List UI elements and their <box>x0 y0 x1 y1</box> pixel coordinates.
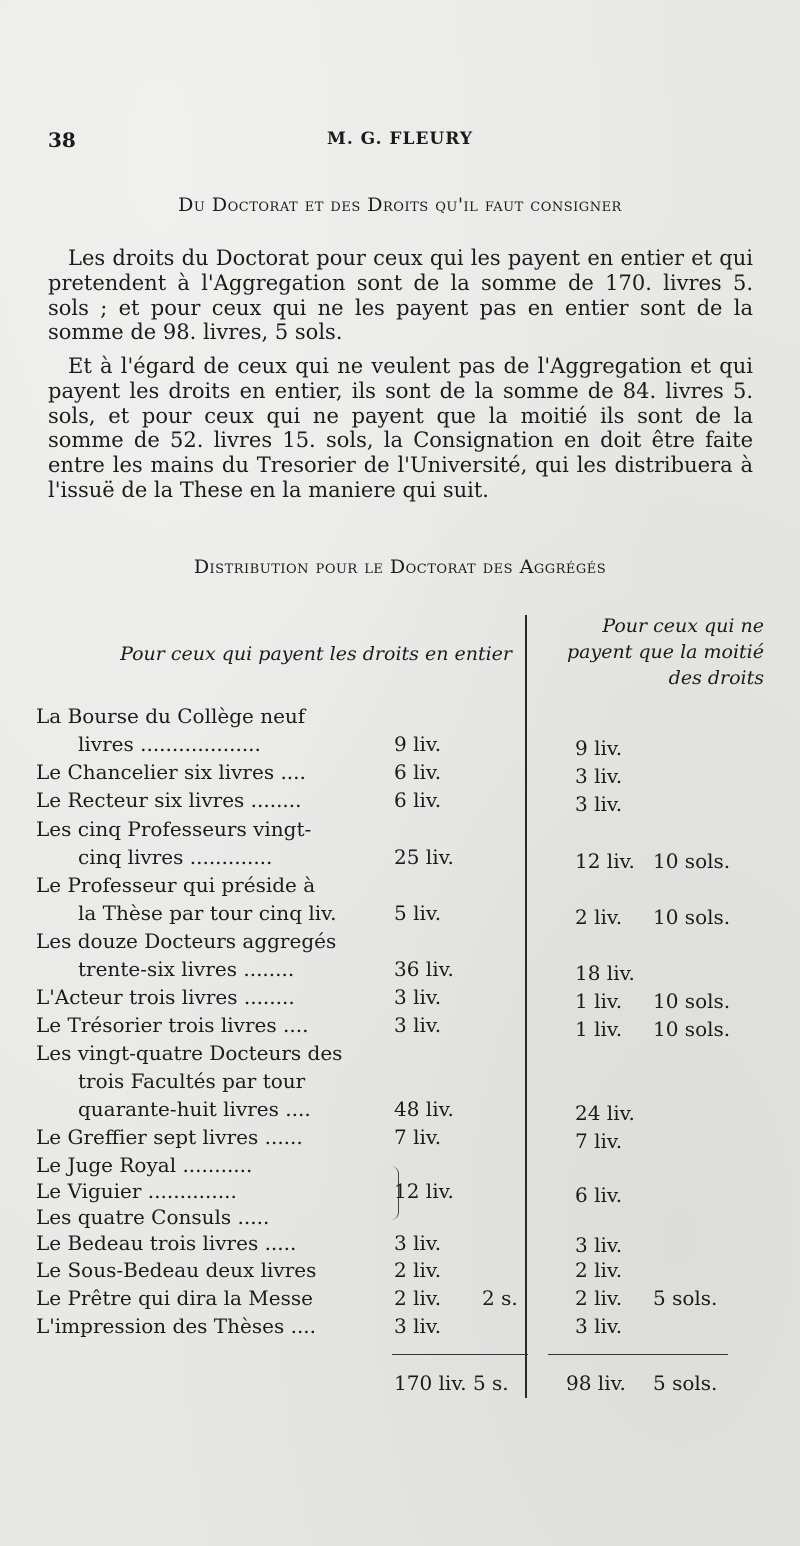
row-label: trois Facultés par tour <box>78 1069 306 1093</box>
total-rule-half <box>548 1354 728 1355</box>
running-header: M. G. FLEURY <box>327 129 473 149</box>
total-half-sols: 5 sols. <box>653 1371 718 1395</box>
column-header-half-line: Pour ceux qui ne <box>602 615 764 637</box>
column-header-half-line: payent que la moitié <box>567 641 764 663</box>
amount-half: 6 liv. <box>575 1183 623 1207</box>
column-header-half-line: des droits <box>668 667 764 689</box>
amount-half: 2 liv. <box>575 1286 623 1310</box>
row-label: L'Acteur trois livres ........ <box>36 985 295 1009</box>
amount-half: 2 liv. <box>575 1258 623 1282</box>
page-number: 38 <box>48 128 76 152</box>
row-label: Le Recteur six livres ........ <box>36 788 302 812</box>
amount-full-sols: 2 s. <box>482 1286 518 1310</box>
amount-half: 1 liv. <box>575 1017 623 1041</box>
amount-half: 24 liv. <box>575 1101 635 1125</box>
amount-full: 3 liv. <box>394 1013 442 1037</box>
amount-half: 9 liv. <box>575 736 623 760</box>
row-label: Les vingt-quatre Docteurs des <box>36 1041 343 1065</box>
amount-full: 25 liv. <box>394 845 454 869</box>
row-label: livres ................... <box>78 732 261 756</box>
row-label: Le Chancelier six livres .... <box>36 760 306 784</box>
row-label: Les cinq Professeurs vingt- <box>36 817 312 841</box>
amount-half: 12 liv. <box>575 849 635 873</box>
row-label: Le Sous-Bedeau deux livres <box>36 1258 317 1282</box>
amount-half: 3 liv. <box>575 792 623 816</box>
row-label: la Thèse par tour cinq liv. <box>78 901 337 925</box>
column-header-half <box>528 613 764 691</box>
amount-half: 18 liv. <box>575 961 635 985</box>
amount-half-sols: 10 sols. <box>653 989 731 1013</box>
row-label: L'impression des Thèses .... <box>36 1314 317 1338</box>
row-label: Le Viguier .............. <box>36 1179 237 1203</box>
amount-full: 6 liv. <box>394 788 442 812</box>
amount-full: 2 liv. <box>394 1286 442 1310</box>
row-label: Le Professeur qui préside à <box>36 873 316 897</box>
amount-full: 9 liv. <box>394 732 442 756</box>
row-label: quarante-huit livres .... <box>78 1097 311 1121</box>
column-divider <box>525 615 527 1398</box>
total-half: 98 liv. <box>566 1371 626 1395</box>
amount-half-sols: 10 sols. <box>653 849 731 873</box>
amount-full: 7 liv. <box>394 1125 442 1149</box>
amount-half: 2 liv. <box>575 905 623 929</box>
row-label: cinq livres ............. <box>78 845 273 869</box>
total-full: 170 liv. 5 s. <box>394 1371 509 1395</box>
row-label: La Bourse du Collège neuf <box>36 704 306 728</box>
amount-full: 36 liv. <box>394 957 454 981</box>
amount-full: 3 liv. <box>394 1314 442 1338</box>
row-label: Les quatre Consuls ..... <box>36 1205 270 1229</box>
amount-half: 1 liv. <box>575 989 623 1013</box>
section-title-distribution: Distribution pour le Doctorat des Aggrégés <box>193 556 607 578</box>
amount-full: 3 liv. <box>394 985 442 1009</box>
row-label: Les douze Docteurs aggregés <box>36 929 337 953</box>
row-label: Le Greffier sept livres ...... <box>36 1125 303 1149</box>
paragraph-droits: Les droits du Doctorat pour ceux qui les payent en entier et qui pretendent à l'Aggregation sont de la somme de 170. livres 5. sols ; et pour ceux qui ne les payent pas en entier sont de la somme de 98. livres, 5 sols. <box>48 246 753 345</box>
amount-full: 5 liv. <box>394 901 442 925</box>
amount-full: 6 liv. <box>394 760 442 784</box>
amount-half: 7 liv. <box>575 1129 623 1153</box>
amount-full: 48 liv. <box>394 1097 454 1121</box>
amount-half: 3 liv. <box>575 1314 623 1338</box>
row-label: trente-six livres ........ <box>78 957 295 981</box>
row-label: Le Prêtre qui dira la Messe <box>36 1286 313 1310</box>
row-label: Le Bedeau trois livres ..... <box>36 1231 297 1255</box>
amount-half: 3 liv. <box>575 1233 623 1257</box>
amount-full: 2 liv. <box>394 1258 442 1282</box>
amount-full: 3 liv. <box>394 1231 442 1255</box>
row-label: Le Juge Royal ........... <box>36 1153 253 1177</box>
paragraph-aggregation: Et à l'égard de ceux qui ne veulent pas de l'Aggregation et qui payent les droits en entier, ils sont de la somme de 84. livres 5. sols, et pour ceux qui ne payent que la moitié ils sont de la somme de 52. livres 15. sols, la Consignation en doit être faite entre les mains du Tresorier de l'Université, qui les distribuera à l'issuë de la These en la maniere qui suit. <box>48 354 753 502</box>
total-rule-full <box>392 1354 528 1355</box>
section-title-doctorat: Du Doctorat et des Droits qu'il faut consigner <box>178 194 622 216</box>
amount-half-sols: 5 sols. <box>653 1286 718 1310</box>
amount-half-sols: 10 sols. <box>653 1017 731 1041</box>
amount-half: 3 liv. <box>575 764 623 788</box>
row-label: Le Trésorier trois livres .... <box>36 1013 309 1037</box>
amount-half-sols: 10 sols. <box>653 905 731 929</box>
amount-full: 12 liv. <box>394 1179 454 1203</box>
column-header-full: Pour ceux qui payent les droits en entier <box>120 643 512 665</box>
